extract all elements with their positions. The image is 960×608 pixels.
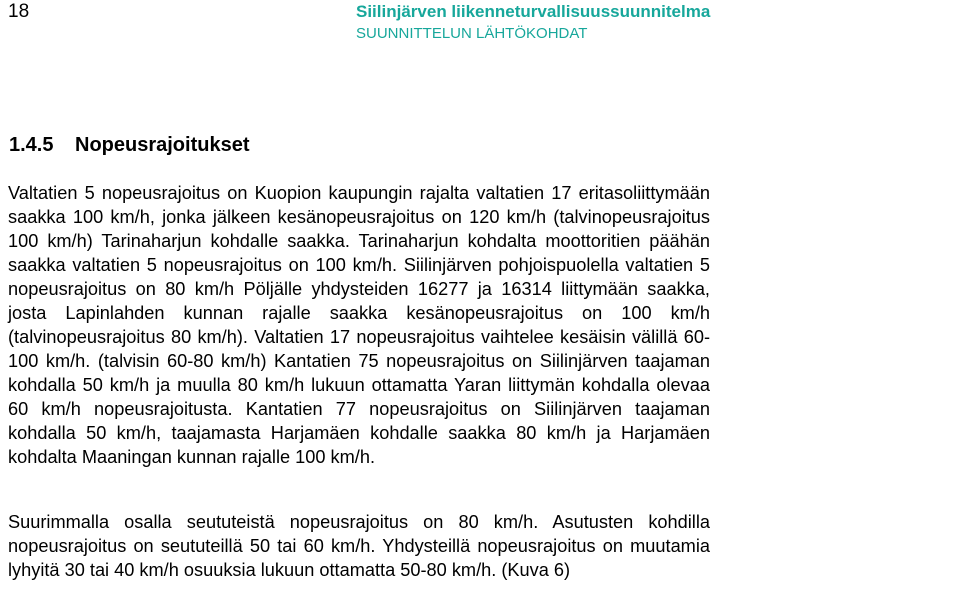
chapter-subtitle: SUUNNITTELUN LÄHTÖKOHDAT bbox=[356, 25, 588, 42]
body-paragraph: Suurimmalla osalla seututeistä nopeusrajoitus on 80 km/h. Asutusten kohdilla nopeusrajoitus on seututeillä 50 tai 60 km/h. Yhdysteillä nopeusrajoitus on muutamia lyhyitä 30 tai 40 km/h osuuksia lukuun ottamatta 50-80 km/h. (Kuva 6) bbox=[8, 512, 710, 580]
section-heading bbox=[9, 132, 249, 158]
section-number: 1.4.5 bbox=[9, 134, 54, 156]
document-title: Siilinjärven liikenneturvallisuussuunnitelma bbox=[356, 2, 711, 21]
section-title: Nopeusrajoitukset bbox=[75, 134, 250, 156]
running-header bbox=[356, 0, 716, 44]
page-number: 18 bbox=[8, 1, 30, 22]
body-paragraph: Valtatien 5 nopeusrajoitus on Kuopion kaupungin rajalta valtatien 17 eritasoliittymään saakka 100 km/h, jonka jälkeen kesänopeusrajoitus on 120 km/h (talvinopeusrajoitus 100 km/h) Tarinaharjun kohdalle saakka. Tarinaharjun kohdalta moottoritien päähän saakka valtatien 5 nopeusrajoitus on 100 km/h. Siilinjärven pohjoispuolella valtatien 5 nopeusrajoitus on 80 km/h Pöljälle yhdysteiden 16277 ja 16314 liittymään saakka, josta Lapinlahden kunnan rajalle saakka kesänopeusrajoitus on 100 km/h (talvinopeusrajoitus 80 km/h). Valtatien 17 nopeusrajoitus vaihtelee kesäisin välillä 60-100 km/h. (talvisin 60-80 km/h) Kantatien 75 nopeusrajoitus on Siilinjärven taajaman kohdalla 50 km/h ja muulla 80 km/h lukuun ottamatta Yaran liittymän kohdalla olevaa 60 km/h nopeusrajoitusta. Kantatien 77 nopeusrajoitus on Siilinjärven taajaman kohdalla 50 km/h, taajamasta Harjamäen kohdalle saakka 80 km/h ja Harjamäen kohdalta Maaningan kunnan rajalle 100 km/h. bbox=[8, 183, 710, 467]
